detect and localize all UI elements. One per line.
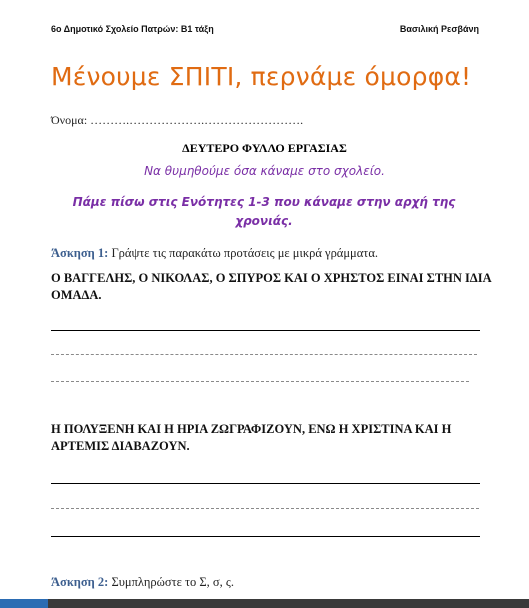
answer-line — [51, 381, 469, 382]
viewer-bottom-accent — [0, 599, 48, 608]
exercise-2-instruction: Συμπληρώστε το Σ, σ, ς. — [111, 575, 234, 589]
header-teacher: Βασιλική Ρεσβάνη — [399, 24, 479, 34]
header-school: 6ο Δημοτικό Σχολείο Πατρών: Β1 τάξη — [51, 24, 214, 34]
exercise-1-sentence-1: Ο ΒΑΓΓΕΛΗΣ, Ο ΝΙΚΟΛΑΣ, Ο ΣΠΥΡΟΣ ΚΑΙ Ο ΧΡΗΣΤΟΣ ΕΙΝΑΙ ΣΤΗΝ ΙΔΙΑ ΟΜΑΔΑ. — [51, 271, 491, 302]
subtitle-units: Πάμε πίσω στις Ενότητες 1-3 που κάναμε στην αρχή της χρονιάς. — [72, 195, 456, 228]
answer-line — [51, 354, 477, 355]
name-field-line: Όνομα: ……….……………….……………………. — [51, 113, 304, 127]
viewer-bottom-bar — [0, 599, 529, 608]
page-title: Μένουμε ΣΠΙΤΙ, περνάμε όμορφα! — [51, 62, 472, 91]
exercise-2-label: Άσκηση 2: — [51, 575, 109, 589]
exercise-1-heading — [51, 246, 378, 261]
exercise-1-label: Άσκηση 1: — [51, 246, 109, 260]
answer-line — [51, 330, 480, 331]
exercise-1-sentence-2: Η ΠΟΛΥΞΕΝΗ ΚΑΙ Η ΗΡΙΑ ΖΩΓΡΑΦΙΖΟΥΝ, ΕΝΩ Η ΧΡΙΣΤΙΝΑ ΚΑΙ Η ΑΡΤΕΜΙΣ ΔΙΑΒΑΖΟΥΝ. — [51, 422, 452, 453]
answer-line — [51, 483, 480, 484]
exercise-2-heading — [51, 575, 234, 590]
exercise-1-instruction: Γράψτε τις παρακάτω προτάσεις με μικρά γράμματα. — [111, 246, 379, 260]
answer-line — [51, 508, 479, 509]
sheet-title: ΔΕΥΤΕΡΟ ΦΥΛΛΟ ΕΡΓΑΣΙΑΣ — [182, 141, 347, 155]
subtitle-remember: Να θυμηθούμε όσα κάναμε στο σχολείο. — [144, 164, 385, 178]
answer-line — [51, 536, 480, 537]
